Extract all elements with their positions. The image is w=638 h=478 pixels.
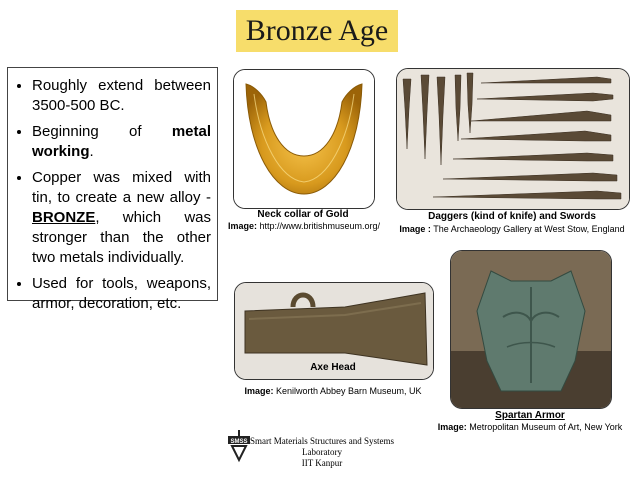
bullet-item: • Roughly extend between 3500-500 BC. bbox=[32, 76, 211, 116]
lab-logo bbox=[228, 430, 250, 464]
armor-credit: Image: Metropolitan Museum of Art, New York bbox=[437, 422, 623, 432]
daggers-image bbox=[396, 68, 630, 210]
bullet-item: • Beginning of metal working. bbox=[32, 122, 211, 162]
neck-collar-caption: Neck collar of Gold bbox=[257, 209, 349, 220]
logo-letters: SMSS bbox=[230, 439, 248, 445]
lab-name: Smart Materials Structures and Systems Laboratory IIT Kanpur bbox=[250, 436, 394, 468]
neck-collar-image bbox=[233, 69, 375, 209]
bullet-item: • Used for tools, weapons, armor, decoration, etc. bbox=[32, 274, 211, 314]
axe-head-credit: Image: Kenilworth Abbey Barn Museum, UK bbox=[244, 386, 422, 396]
armor-image bbox=[450, 250, 612, 409]
axe-head-caption: Axe Head bbox=[310, 362, 356, 373]
bullet-item: • Copper was mixed with tin, to create a new alloy - BRONZE, which was stronger than the other two metals individually. bbox=[32, 168, 211, 268]
armor-caption: Spartan Armor bbox=[495, 410, 565, 421]
daggers-credit: Image : The Archaeology Gallery at West Stow, England bbox=[399, 224, 625, 234]
bullet-box bbox=[7, 67, 218, 312]
neck-collar-credit: Image: http://www.britishmuseum.org/ bbox=[228, 221, 381, 231]
daggers-caption: Daggers (kind of knife) and Swords bbox=[428, 211, 596, 222]
slide-title: Bronze Age bbox=[236, 10, 398, 52]
